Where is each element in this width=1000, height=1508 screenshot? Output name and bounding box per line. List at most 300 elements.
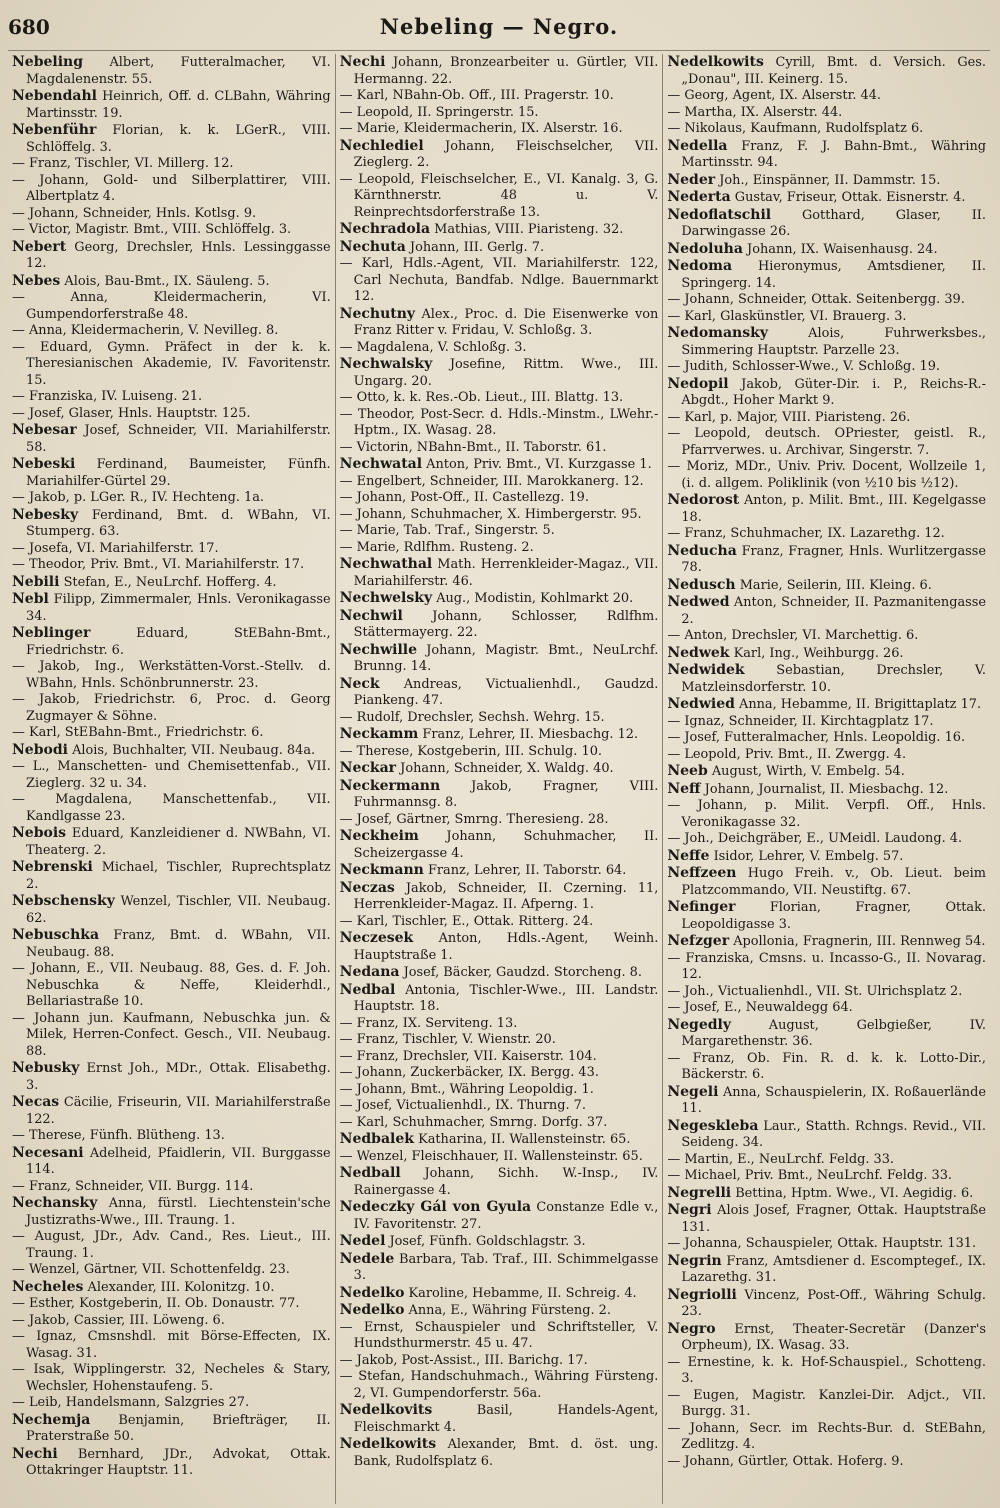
entry-details: — Johann, Gold- und Silberplattirer, VIII. Albertplatz 4. [12, 172, 331, 204]
page-number: 680 [8, 15, 50, 39]
directory-entry [340, 642, 659, 676]
entry-details: — Eduard, Gymn. Präfect in der k. k. Theresianischen Akademie, IV. Favoritenstr. 15. [12, 339, 331, 388]
entry-details: Hugo Freih. v., Ob. Lieut. beim Platzcommando, VII. Neustiftg. 67. [681, 866, 987, 898]
entry-details: Filipp, Zimmermaler, Hnls. Veronikagasse 34. [26, 592, 331, 624]
entry-details: Josef, Bäcker, Gaudzd. Storcheng. 8. [403, 965, 642, 980]
directory-entry [340, 138, 659, 172]
entry-surname: Nedana [339, 964, 400, 980]
entry-details: Gotthard, Glaser, II. Darwingasse 26. [681, 207, 986, 239]
entry-details: Karl, Ing., Weihburgg. 26. [733, 645, 904, 661]
entry-details: Franz, Amtsdiener d. Escomptegef., IX. Lazarethg. 31. [681, 1253, 986, 1285]
entry-details: — Franz, Schneider, VII. Burgg. 114. [12, 1178, 254, 1194]
entry-surname: Negro [667, 1320, 716, 1337]
entry-details: — Johann, Schneider, Ottak. Seitenbergg. 39. [667, 292, 965, 307]
entry-surname: Neeb [667, 763, 708, 779]
directory-entry [12, 156, 331, 173]
entry-surname: Nebenführ [12, 122, 97, 138]
directory-entry [12, 541, 331, 558]
directory-entry [12, 507, 331, 541]
entry-details: — Jakob, Post-Assist., III. Barichg. 17. [339, 1352, 588, 1368]
directory-entry [667, 730, 986, 747]
entry-surname: Nechwalsky [339, 356, 433, 372]
directory-entry [667, 1287, 986, 1321]
directory-entry [667, 1118, 986, 1152]
directory-entry [667, 258, 986, 292]
directory-entry [340, 608, 659, 642]
entry-details: — Victorin, NBahn-Bmt., II. Taborstr. 61. [339, 439, 607, 455]
directory-entry [667, 763, 986, 781]
directory-entry [667, 628, 986, 645]
entry-surname: Nedoflatschil [667, 206, 772, 223]
entry-surname: Negrin [667, 1252, 722, 1269]
directory-entry [340, 964, 659, 982]
entry-surname: Neckar [339, 760, 397, 776]
directory-entry [340, 828, 659, 862]
directory-entry [667, 645, 986, 663]
entry-details: Johann, III. Gerlg. 7. [409, 239, 545, 255]
directory-entry [667, 696, 986, 714]
directory-entry [12, 692, 331, 725]
entry-details: Sebastian, Drechsler, V. Matzleinsdorferstr. 10. [681, 663, 987, 695]
entry-surname: Nebrenski [12, 859, 93, 875]
directory-entry [340, 490, 659, 507]
column-1 [8, 54, 335, 1504]
entry-surname: Necas [12, 1094, 60, 1110]
entry-surname: Nebodi [12, 741, 68, 758]
directory-entry [12, 1060, 331, 1094]
directory-entry [667, 899, 986, 933]
entry-details: — Eugen, Magistr. Kanzlei-Dir. Adjct., VII. Burgg. 31. [667, 1387, 987, 1419]
entry-details: — Marie, Rdlfhm. Rusteng. 2. [339, 539, 534, 555]
directory-entry [667, 492, 986, 526]
directory-entry [12, 792, 331, 825]
directory-entry [667, 410, 986, 427]
directory-entry [12, 557, 331, 574]
entry-details: — Franz, Schuhmacher, IX. Lazarethg. 12. [667, 526, 945, 541]
entry-details: — Magdalena, Manschettenfab., VII. Kandlgasse 23. [12, 792, 331, 824]
directory-entry [667, 1421, 986, 1454]
entry-details: — Karl, NBahn-Ob. Off., III. Pragerstr. 10. [339, 88, 614, 103]
directory-entry [12, 1179, 331, 1196]
entry-surname: Nechradola [339, 221, 431, 237]
entry-surname: Nefinger [667, 899, 736, 915]
entry-details: Karoline, Hebamme, II. Schreig. 4. [408, 1285, 637, 1301]
entry-details: — Victor, Magistr. Bmt., VIII. Schlöffelg. 3. [12, 222, 292, 237]
entry-details: — Franz, IX. Serviteng. 13. [339, 1015, 518, 1031]
directory-entry [12, 1395, 331, 1412]
entry-details: Mathias, VIII. Piaristeng. 32. [434, 222, 624, 237]
entry-details: — Theodor, Priv. Bmt., VI. Mariahilferstr. 17. [12, 557, 305, 572]
directory-entry [12, 54, 331, 88]
directory-entry [12, 122, 331, 156]
entry-surname: Nedbalek [339, 1131, 414, 1147]
entry-details: Vincenz, Post-Off., Währing Schulg. 23. [681, 1287, 987, 1319]
entry-surname: Nedoma [667, 258, 733, 274]
directory-entry [340, 390, 659, 407]
entry-details: — Franz, Ob. Fin. R. d. k. k. Lotto-Dir., Bäckerstr. 6. [667, 1050, 987, 1082]
directory-entry [12, 659, 331, 692]
entry-details: Jakob, Fragner, VIII. Fuhrmannsg. 8. [353, 778, 659, 810]
entry-details: — L., Manschetten- und Chemisettenfab., VII. Zieglerg. 32 u. 34. [12, 759, 331, 791]
directory-entry [340, 1320, 659, 1353]
entry-surname: Nebeski [12, 456, 76, 472]
directory-entry [340, 1049, 659, 1066]
directory-entry [340, 590, 659, 608]
directory-entry [667, 172, 986, 190]
directory-entry [667, 359, 986, 376]
entry-details: — Martin, E., NeuLrchf. Feldg. 33. [667, 1151, 895, 1167]
entry-details: — Johann, Secr. im Rechts-Bur. d. StEBahn, Zedlitzg. 4. [667, 1420, 987, 1452]
entry-details: — Josef, Futteralmacher, Hnls. Leopoldig. 16. [667, 730, 966, 745]
entry-details: Albert, Futteralmacher, VI. Magdalenenstr. 55. [26, 55, 331, 87]
entry-details: Basil, Handels-Agent, Fleischmarkt 4. [353, 1403, 659, 1435]
entry-details: August, Gelbgießer, IV. Margarethenstr. 36. [681, 1017, 987, 1049]
entry-surname: Nedelkovits [339, 1402, 433, 1418]
entry-details: Anna, Schauspielerin, IX. Roßauerlände 11. [681, 1084, 986, 1116]
entry-details: — Jakob, Ing., Werkstätten-Vorst.-Stellv. d. WBahn, Hnls. Schönbrunnerstr. 23. [12, 659, 331, 691]
entry-details: Jakob, Güter-Dir. i. P., Reichs-R.-Abgdt., Hoher Markt 9. [681, 376, 986, 408]
entry-surname: Nebuschka [12, 927, 100, 943]
entry-surname: Neff [667, 780, 701, 797]
entry-details: — Jakob, Cassier, III. Löweng. 6. [12, 1312, 225, 1328]
directory-entry [340, 1115, 659, 1132]
entry-details: Isidor, Lehrer, V. Embelg. 57. [713, 848, 904, 864]
entry-details: Johann, Sichh. W.-Insp., IV. Rainergasse 4. [353, 1166, 659, 1198]
entry-details: — Johann, E., VII. Neubaug. 88, Ges. d. F. Joh. Nebuschka & Neffe, Kleiderhdl., Bellariastraße 10. [12, 961, 331, 1009]
directory-entry [12, 290, 331, 323]
directory-entry [340, 1165, 659, 1199]
directory-entry [667, 865, 986, 899]
directory-entry [340, 1251, 659, 1285]
directory-entry [667, 1236, 986, 1253]
entry-details: — Magdalena, V. Schloßg. 3. [339, 339, 527, 355]
entry-surname: Nechansky [12, 1195, 98, 1211]
directory-entry [340, 54, 659, 88]
entry-details: — Johann, Bmt., Währing Leopoldig. 1. [339, 1081, 594, 1097]
entry-details: — Moriz, MDr., Univ. Priv. Docent, Wollzeile 1, (i. d. allgem. Poliklinik (von ½10 bis ½12). [667, 459, 987, 491]
directory-entry [667, 951, 986, 984]
entry-details: — Josef, E., Neuwaldegg 64. [667, 1000, 853, 1015]
directory-entry [667, 426, 986, 459]
entry-details: — Leopold, Fleischselcher, E., VI. Kanalg. 3, G. Kärnthnerstr. 48 u. V. Reinprechtsdorferstraße 13. [339, 171, 659, 220]
entry-details: — Ignaz, Cmsnshdl. mit Börse-Effecten, IX. Wasag. 31. [12, 1329, 331, 1361]
directory-entry [667, 1454, 986, 1471]
directory-entry [12, 456, 331, 490]
directory-entry [667, 933, 986, 951]
directory-entry [340, 1436, 659, 1470]
directory-entry [667, 1000, 986, 1017]
directory-entry [667, 138, 986, 172]
entry-surname: Nechwelsky [339, 590, 433, 606]
entry-details: — Josef, Glaser, Hnls. Hauptstr. 125. [12, 405, 251, 421]
entry-details: — Johann jun. Kaufmann, Nebuschka jun. & Milek, Herren-Confect. Gesch., VII. Neubaug. 88. [12, 1010, 331, 1059]
entry-details: — Franziska, Cmsns. u. Incasso-G., II. Novarag. 12. [667, 950, 987, 982]
entry-details: — Otto, k. k. Res.-Ob. Lieut., III. Blattg. 13. [339, 390, 624, 405]
entry-surname: Nechemja [12, 1411, 91, 1428]
entry-details: — Franziska, IV. Luiseng. 21. [12, 389, 203, 404]
directory-entry [340, 474, 659, 491]
directory-entry [340, 930, 659, 964]
entry-details: — Franz, Tischler, VI. Millerg. 12. [12, 156, 234, 171]
directory-entry [667, 1152, 986, 1169]
entry-details: Benjamin, Briefträger, II. Praterstraße 50. [26, 1412, 331, 1444]
entry-details: — Joh., Deichgräber, E., UMeidl. Laudong. 4. [667, 831, 963, 846]
entry-details: Anna, fürstl. Liechtenstein'sche Justizraths-Wwe., III. Traung. 1. [26, 1196, 331, 1228]
entry-details: — Karl, p. Major, VIII. Piaristeng. 26. [667, 409, 911, 425]
directory-entry [667, 1084, 986, 1118]
directory-entry [667, 594, 986, 628]
entry-details: Apollonia, Fragnerin, III. Rennweg 54. [733, 934, 986, 949]
entry-surname: Negeskleba [667, 1117, 759, 1134]
entry-details: Joh., Einspänner, II. Dammstr. 15. [719, 172, 941, 188]
directory-entry [12, 273, 331, 291]
entry-details: Math. Herrenkleider-Magaz., VII. Mariahilferstr. 46. [353, 557, 659, 589]
directory-entry [340, 556, 659, 590]
directory-entry [12, 1446, 331, 1480]
directory-entry [340, 1302, 659, 1320]
directory-entry [340, 812, 659, 829]
directory-entry [667, 309, 986, 326]
entry-surname: Nedoluha [667, 240, 743, 257]
directory-entry [12, 1262, 331, 1279]
entry-surname: Nebeling [12, 54, 84, 70]
entry-details: — Rudolf, Drechsler, Sechsh. Wehrg. 15. [339, 709, 605, 725]
entry-details: — Johann, p. Milit. Verpfl. Off., Hnls. Veronikagasse 32. [667, 798, 987, 830]
entry-details: Marie, Seilerin, III. Kleing. 6. [739, 577, 932, 593]
entry-surname: Nechutny [339, 305, 416, 322]
entry-details: Stefan, E., NeuLrchf. Hofferg. 4. [63, 574, 277, 590]
entry-surname: Nedelkowits [339, 1436, 437, 1452]
entry-details: Cyrill, Bmt. d. Versich. Ges. „Donau", III. Keinerg. 15. [681, 55, 987, 87]
entry-details: — Isak, Wipplingerstr. 32, Necheles & Stary, Wechsler, Hohenstaufeng. 5. [12, 1362, 331, 1394]
directory-entry [340, 256, 659, 306]
entry-surname: Nebendahl [12, 88, 97, 104]
entry-surname: Neder [667, 171, 716, 188]
entry-details: August, Wirth, V. Embelg. 54. [711, 764, 905, 779]
page-title: Nebeling — Negro. [379, 14, 619, 39]
entry-details: Johann, IX. Waisenhausg. 24. [747, 241, 938, 257]
entry-surname: Nedbal [339, 981, 396, 998]
entry-details: — Josef, Victualienhdl., IX. Thurng. 7. [339, 1098, 586, 1113]
directory-entry [12, 893, 331, 927]
entry-details: Alois Josef, Fragner, Ottak. Hauptstraße 131. [681, 1203, 987, 1235]
directory-entry [667, 662, 986, 696]
entry-details: — Wenzel, Gärtner, VII. Schottenfeldg. 23. [12, 1262, 290, 1277]
entry-surname: Neffe [667, 847, 710, 864]
entry-details: — Johann, Zuckerbäcker, IX. Bergg. 43. [339, 1065, 599, 1080]
directory-entry [340, 1285, 659, 1303]
entry-details: Ferdinand, Bmt. d. WBahn, VI. Stumperg. 63. [26, 507, 331, 539]
entry-details: — Karl, Tischler, E., Ottak. Ritterg. 24. [339, 913, 594, 929]
entry-details: Johann, Schuhmacher, II. Scheizergasse 4. [353, 829, 659, 861]
entry-details: — Ernst, Schauspieler und Schriftsteller, V. Hundsthurmerstr. 45 u. 47. [339, 1319, 659, 1351]
directory-entry [340, 356, 659, 390]
directory-entry [667, 459, 986, 492]
columns [8, 54, 990, 1504]
page-header [8, 14, 990, 51]
entry-details: Eduard, StEBahn-Bmt., Friedrichstr. 6. [26, 626, 331, 658]
directory-entry [667, 1321, 986, 1355]
entry-surname: Nedele [339, 1250, 395, 1267]
directory-entry [667, 241, 986, 259]
directory-entry [667, 207, 986, 241]
directory-entry [667, 747, 986, 764]
entry-surname: Nefzger [667, 933, 730, 949]
directory-entry [12, 206, 331, 223]
entry-details: Anna, Hebamme, II. Brigittaplatz 17. [739, 697, 982, 712]
entry-details: — Therese, Kostgeberin, III. Schulg. 10. [339, 743, 602, 759]
entry-details: Hieronymus, Amtsdiener, II. Springerg. 14. [681, 259, 986, 291]
directory-entry [340, 1131, 659, 1149]
entry-surname: Nedwed [667, 594, 730, 610]
directory-entry [340, 88, 659, 105]
entry-details: — Ernestine, k. k. Hof-Schauspiel., Schotteng. 3. [667, 1354, 987, 1386]
directory-entry [667, 543, 986, 577]
entry-surname: Nechi [12, 1445, 58, 1462]
entry-surname: Nedomansky [667, 325, 768, 341]
entry-surname: Nederta [667, 189, 731, 205]
entry-details: — Therese, Fünfh. Blütheng. 13. [12, 1128, 225, 1143]
directory-entry [667, 54, 986, 88]
entry-details: Constanze Edle v., IV. Favoritenstr. 27. [353, 1200, 659, 1232]
column-3 [662, 54, 990, 1504]
entry-details: — Karl, StEBahn-Bmt., Friedrichstr. 6. [12, 725, 264, 740]
entry-surname: Nedwek [667, 644, 730, 661]
entry-details: Johann, Schneider, X. Waldg. 40. [400, 761, 614, 776]
directory-entry [340, 1353, 659, 1370]
directory-entry [340, 221, 659, 239]
directory-entry [667, 88, 986, 105]
entry-details: — August, JDr., Adv. Cand., Res. Lieut., III. Traung. 1. [12, 1229, 331, 1261]
directory-entry [340, 710, 659, 727]
entry-surname: Negedly [667, 1016, 731, 1033]
entry-details: Katharina, II. Wallensteinstr. 65. [418, 1132, 631, 1147]
entry-surname: Neckamm [339, 726, 419, 742]
entry-details: — Ignaz, Schneider, II. Kirchtagplatz 17. [667, 713, 934, 729]
entry-details: — Leopold, II. Springerstr. 15. [339, 104, 539, 120]
entry-surname: Neblinger [12, 625, 91, 641]
directory-entry [12, 173, 331, 206]
entry-details: Franz, Lehrer, II. Taborstr. 64. [427, 863, 627, 878]
entry-details: Bernhard, JDr., Advokat, Ottak. Ottakringer Hauptstr. 11. [26, 1446, 331, 1478]
entry-surname: Nedella [667, 137, 728, 154]
entry-surname: Nedball [339, 1165, 401, 1181]
entry-surname: Nedelko [339, 1302, 405, 1318]
directory-entry [12, 239, 331, 273]
entry-surname: Nechwil [339, 607, 403, 624]
directory-entry [340, 1032, 659, 1049]
entry-details: Antonia, Tischler-Wwe., III. Landstr. Hauptstr. 18. [353, 982, 659, 1014]
entry-surname: Nechlediel [339, 137, 424, 154]
directory-entry [340, 676, 659, 710]
directory-entry [340, 306, 659, 340]
entry-details: Alexander, III. Kolonitzg. 10. [87, 1279, 275, 1295]
directory-entry [12, 825, 331, 859]
entry-surname: Neczesek [339, 930, 414, 946]
entry-surname: Neducha [667, 542, 737, 559]
entry-surname: Neckermann [339, 777, 441, 794]
entry-details: Johann, Journalist, II. Miesbachg. 12. [704, 781, 949, 797]
directory-entry [667, 798, 986, 831]
directory-entry [667, 1017, 986, 1051]
directory-entry [340, 540, 659, 557]
directory-entry [340, 121, 659, 138]
directory-entry [667, 1388, 986, 1421]
directory-entry [340, 105, 659, 122]
entry-details: — Karl, Schuhmacher, Smrng. Dorfg. 37. [339, 1114, 608, 1130]
directory-entry [12, 1412, 331, 1446]
directory-entry [340, 523, 659, 540]
directory-entry [340, 456, 659, 474]
directory-entry [340, 1016, 659, 1033]
entry-surname: Nedusch [667, 576, 736, 593]
entry-details: — Theodor, Post-Secr. d. Hdls.-Minstm., LWehr.-Hptm., IX. Wasag. 28. [339, 406, 659, 438]
entry-surname: Nedwied [667, 696, 735, 712]
directory-entry [12, 406, 331, 423]
directory-entry [12, 961, 331, 1011]
directory-entry [12, 1296, 331, 1313]
entry-details: — Nikolaus, Kaufmann, Rudolfsplatz 6. [667, 121, 924, 136]
directory-entry [340, 744, 659, 761]
directory-entry [667, 325, 986, 359]
entry-details: Bettina, Hptm. Wwe., VI. Aegidig. 6. [735, 1185, 974, 1201]
directory-entry [340, 407, 659, 440]
entry-details: Andreas, Victualienhdl., Gaudzd. Piankeng. 47. [353, 676, 659, 708]
entry-details: — Anton, Drechsler, VI. Marchettig. 6. [667, 628, 919, 643]
entry-details: — Marie, Tab. Traf., Singerstr. 5. [339, 523, 555, 538]
entry-details: Florian, k. k. LGerR., VIII. Schlöffelg. 3. [26, 123, 331, 155]
entry-details: — Judith, Schlosser-Wwe., V. Schloßg. 19. [667, 359, 941, 374]
directory-entry [340, 1233, 659, 1251]
entry-surname: Nedwidek [667, 662, 745, 678]
directory-entry [340, 982, 659, 1016]
directory-entry [667, 714, 986, 731]
directory-entry [340, 440, 659, 457]
directory-entry [12, 1329, 331, 1362]
entry-details: Michael, Tischler, Ruprechtsplatz 2. [26, 860, 331, 892]
entry-details: — Franz, Drechsler, VII. Kaiserstr. 104. [339, 1048, 597, 1064]
entry-surname: Nebesar [12, 422, 77, 438]
entry-details: — Martha, IX. Alserstr. 44. [667, 104, 843, 120]
entry-details: — Karl, Hdls.-Agent, VII. Mariahilferstr. 122, Carl Nechuta, Bandfab. Ndlge. Bauernmarkt 12. [339, 256, 659, 304]
directory-entry [12, 222, 331, 239]
entry-details: Johann, Magistr. Bmt., NeuLrchf. Brunng. 14. [353, 642, 659, 674]
entry-surname: Negriolli [667, 1286, 737, 1303]
entry-details: Anna, E., Währing Fürsteng. 2. [408, 1303, 611, 1318]
entry-surname: Nechwatal [339, 456, 423, 472]
directory-entry [340, 239, 659, 257]
entry-details: Alois, Fuhrwerksbes., Simmering Hauptstr. Parzelle 23. [681, 326, 987, 358]
entry-surname: Nedorost [667, 492, 740, 508]
directory-entry [667, 105, 986, 122]
directory-entry [12, 1313, 331, 1330]
entry-surname: Neck [339, 675, 380, 692]
entry-surname: Nebes [12, 272, 61, 289]
directory-entry [340, 1199, 659, 1233]
entry-surname: Nebusky [12, 1060, 80, 1076]
directory-entry [340, 1369, 659, 1402]
entry-details: Josefine, Rittm. Wwe., III. Ungarg. 20. [353, 357, 659, 389]
directory-entry [12, 1011, 331, 1061]
directory-entry [667, 526, 986, 543]
entry-details: Ernst, Theater-Secretär (Danzer's Orpheum), IX. Wasag. 33. [681, 1321, 987, 1353]
entry-details: Ferdinand, Baumeister, Fünfh. Mariahilfer-Gürtel 29. [26, 457, 331, 489]
directory-entry [340, 914, 659, 931]
entry-details: Heinrich, Off. d. CLBahn, Währing Martinsstr. 19. [26, 89, 331, 121]
entry-details: Anton, Priv. Bmt., VI. Kurzgasse 1. [426, 457, 652, 472]
entry-details: Alexander, Bmt. d. öst. ung. Bank, Rudolfsplatz 6. [353, 1437, 659, 1469]
directory-entry [667, 848, 986, 866]
